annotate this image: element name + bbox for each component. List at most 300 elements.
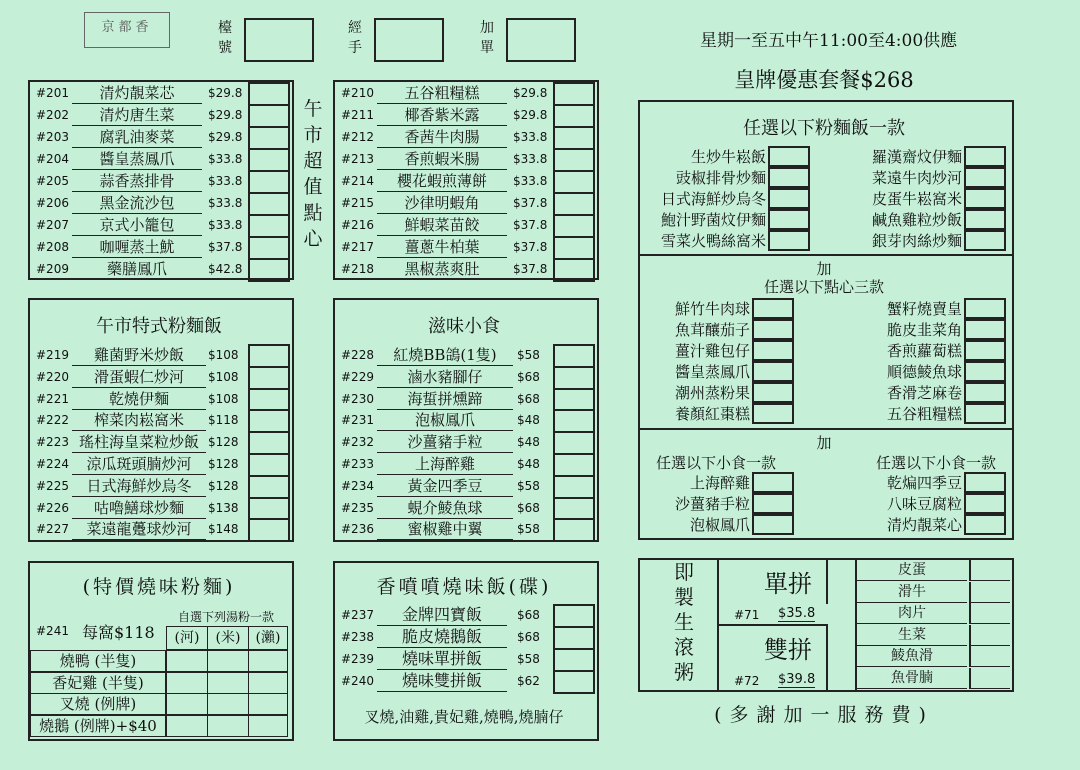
quantity-box[interactable] xyxy=(964,167,1006,188)
quantity-box[interactable] xyxy=(969,603,1010,624)
menu-item-price: $108 xyxy=(208,369,239,384)
menu-item-price: $29.8 xyxy=(513,108,548,122)
quantity-box[interactable] xyxy=(553,258,595,282)
congee-item-row xyxy=(857,646,1010,667)
table-number-field[interactable] xyxy=(244,18,314,62)
menu-item-name: 藥膳鳳爪 xyxy=(72,259,202,280)
quantity-box[interactable] xyxy=(207,693,249,715)
menu-item-row xyxy=(341,192,593,214)
quantity-box[interactable] xyxy=(166,715,208,737)
quantity-box[interactable] xyxy=(248,715,288,737)
option-row xyxy=(640,319,794,341)
menu-item-code: #204 xyxy=(36,152,69,166)
quantity-box[interactable] xyxy=(964,146,1006,167)
menu-item-name: 燒味單拼飯 xyxy=(377,649,507,670)
quantity-box[interactable] xyxy=(248,409,290,431)
quantity-box[interactable] xyxy=(964,340,1006,361)
menu-item-code: #217 xyxy=(341,240,374,254)
option-row xyxy=(836,340,1006,362)
menu-item-row xyxy=(341,518,593,540)
quantity-box[interactable] xyxy=(248,126,290,148)
menu-item-price: $58 xyxy=(517,652,540,666)
quantity-box[interactable] xyxy=(752,361,794,382)
noodles-title: 午市特式粉麵飯 xyxy=(96,316,222,337)
roast-noodle-item: 燒鴨 (半隻) xyxy=(30,650,166,672)
menu-item-price: $33.8 xyxy=(208,174,243,188)
option-label: 皮蛋牛崧窩米 xyxy=(871,190,962,208)
quantity-box[interactable] xyxy=(752,340,794,361)
menu-item-row xyxy=(341,214,593,236)
title-char: 即 xyxy=(674,560,694,584)
menu-item-price: $58 xyxy=(517,348,540,362)
menu-item-name: 海蜇拼燻蹄 xyxy=(377,389,513,410)
title-char: 滾 xyxy=(674,635,694,659)
quantity-box[interactable] xyxy=(553,388,595,410)
menu-item-row xyxy=(36,236,288,258)
menu-item-name: 鮮蝦菜苗餃 xyxy=(377,215,507,236)
option-label: 潮州蒸粉果 xyxy=(674,384,750,402)
quantity-box[interactable] xyxy=(964,514,1006,535)
quantity-box[interactable] xyxy=(166,650,208,672)
set-choose-dimsum: 任選以下點心三款 xyxy=(763,278,884,296)
menu-item-name: 黑金流沙包 xyxy=(72,193,202,214)
quantity-box[interactable] xyxy=(248,192,290,214)
option-label: 八味豆腐粒 xyxy=(886,495,962,513)
menu-item-code: #231 xyxy=(341,413,374,428)
quantity-box[interactable] xyxy=(248,518,290,542)
quantity-box[interactable] xyxy=(768,188,810,209)
menu-item-name: 蜜椒雞中翼 xyxy=(377,519,513,540)
option-row xyxy=(836,403,1006,425)
menu-item-row xyxy=(36,453,288,475)
set-divider-2 xyxy=(638,428,1012,430)
menu-item-row xyxy=(341,497,593,519)
menu-item-row xyxy=(341,126,593,148)
menu-item-code: #219 xyxy=(36,348,69,362)
menu-item-row xyxy=(36,366,288,388)
menu-item-code: #226 xyxy=(36,500,69,515)
option-label: 五谷粗糧糕 xyxy=(886,405,962,423)
menu-item-row xyxy=(36,170,288,192)
menu-item-name: 五谷粗糧糕 xyxy=(377,83,507,104)
title-char: 值 xyxy=(303,176,323,198)
menu-item-row xyxy=(341,670,593,692)
quantity-box[interactable] xyxy=(207,715,249,737)
menu-item-code: #235 xyxy=(341,500,374,515)
quantity-box[interactable] xyxy=(553,497,595,519)
quantity-box[interactable] xyxy=(248,236,290,258)
option-row xyxy=(640,403,794,425)
option-label: 羅漢齋炆伊麵 xyxy=(871,148,962,166)
menu-item-row xyxy=(36,258,288,280)
quantity-box[interactable] xyxy=(752,403,794,424)
quantity-box[interactable] xyxy=(964,230,1006,251)
menu-item-code: #230 xyxy=(341,391,374,406)
quantity-box[interactable] xyxy=(553,453,595,475)
quantity-box[interactable] xyxy=(752,319,794,340)
menu-item-code: #211 xyxy=(341,108,374,122)
menu-item-code: #202 xyxy=(36,108,69,122)
quantity-box[interactable] xyxy=(964,319,1006,340)
menu-item-code: #224 xyxy=(36,457,69,471)
quantity-box[interactable] xyxy=(248,104,290,126)
option-row xyxy=(640,298,794,320)
set-choose-snack-right: 任選以下小食一款 xyxy=(876,454,997,472)
quantity-box[interactable] xyxy=(969,625,1010,646)
menu-item-code: #209 xyxy=(36,262,69,276)
quantity-box[interactable] xyxy=(768,230,810,251)
congee-title xyxy=(672,560,696,685)
congee-item-row xyxy=(857,560,1010,581)
snacks-title: 滋味小食 xyxy=(428,316,500,337)
option-label: 生炒牛崧飯 xyxy=(690,148,766,166)
menu-item-price: $68 xyxy=(517,608,540,622)
menu-item-price: $37.8 xyxy=(513,218,548,232)
set-choose-snack-left: 任選以下小食一款 xyxy=(656,454,777,472)
option-lai-noodle[interactable]: (瀨) xyxy=(248,626,288,650)
congee-single-label: 單拼 xyxy=(764,570,812,598)
congee-divider-h xyxy=(717,624,827,626)
menu-item-name: 咖喱蒸土魷 xyxy=(72,237,202,258)
menu-item-price: $42.8 xyxy=(208,262,243,276)
menu-item-code: #232 xyxy=(341,435,374,450)
menu-item-price: $29.8 xyxy=(208,130,243,144)
menu-item-code: #233 xyxy=(341,457,374,471)
menu-item-price: $68 xyxy=(517,630,540,644)
menu-item-price: $68 xyxy=(517,369,540,384)
quantity-box[interactable] xyxy=(553,366,595,388)
option-row xyxy=(640,493,794,515)
congee-item: 魚骨腩 xyxy=(857,668,967,689)
congee-item: 鯪魚滑 xyxy=(857,646,967,667)
title-char: 生 xyxy=(674,610,694,634)
option-label: 清灼靚菜心 xyxy=(886,516,962,534)
roast-noodle-item: 燒鵝 (例牌)+$40 xyxy=(30,715,166,737)
quantity-box[interactable] xyxy=(248,82,290,104)
menu-item-price: $62 xyxy=(517,674,540,688)
roast-noodle-title: (特價燒味粉麵) xyxy=(82,576,236,598)
quantity-box[interactable] xyxy=(166,693,208,715)
menu-item-code: #220 xyxy=(36,369,69,384)
quantity-box[interactable] xyxy=(553,126,595,148)
menu-item-name: 黃金四季豆 xyxy=(377,476,513,497)
quantity-box[interactable] xyxy=(752,472,794,493)
menu-item-price: $29.8 xyxy=(208,86,243,100)
soup-noodle-choose-label: 自選下列湯粉一款 xyxy=(177,610,274,624)
menu-item-price: $108 xyxy=(208,348,239,362)
congee-double-price: $39.8 xyxy=(778,672,816,687)
set-divider-1 xyxy=(638,254,1012,256)
quantity-box[interactable] xyxy=(553,518,595,542)
quantity-box[interactable] xyxy=(553,475,595,497)
quantity-box[interactable] xyxy=(964,209,1006,230)
option-label: 沙薑豬手粒 xyxy=(674,495,750,513)
congee-double-code: #72 xyxy=(734,674,760,688)
quantity-box[interactable] xyxy=(553,236,595,258)
congee-single-price: $35.8 xyxy=(778,606,816,621)
set-add-1: 加 xyxy=(816,260,832,278)
option-row xyxy=(836,146,1006,168)
menu-item-name: 金牌四寶飯 xyxy=(377,605,507,626)
menu-item-row xyxy=(341,648,593,670)
option-row xyxy=(836,188,1006,210)
menu-item-price: $48 xyxy=(517,457,540,471)
add-order-field[interactable] xyxy=(506,18,576,62)
roast-noodle-price: 每窩$118 xyxy=(82,623,155,642)
title-char: 粥 xyxy=(674,660,694,684)
option-label: 養顏紅棗糕 xyxy=(674,405,750,423)
menu-item-name: 瑤柱海皇菜粒炒飯 xyxy=(72,432,206,453)
option-row xyxy=(836,514,1006,536)
quantity-box[interactable] xyxy=(553,104,595,126)
menu-item-row xyxy=(36,518,288,540)
menu-item-row xyxy=(341,344,593,366)
quantity-box[interactable] xyxy=(969,668,1010,689)
quantity-box[interactable] xyxy=(553,431,595,453)
menu-item-price: $29.8 xyxy=(208,108,243,122)
quantity-box[interactable] xyxy=(752,514,794,535)
menu-item-row xyxy=(36,82,288,104)
quantity-box[interactable] xyxy=(969,582,1010,603)
menu-item-name: 櫻花蝦煎薄餅 xyxy=(377,171,507,192)
quantity-box[interactable] xyxy=(207,672,249,694)
menu-item-row xyxy=(341,475,593,497)
option-label: 鹹魚雞粒炒飯 xyxy=(871,211,962,229)
quantity-box[interactable] xyxy=(553,670,595,694)
roast-noodle-row xyxy=(30,693,288,714)
quantity-box[interactable] xyxy=(248,693,288,715)
quantity-box[interactable] xyxy=(248,650,288,672)
menu-item-name: 京式小籠包 xyxy=(72,215,202,236)
option-row xyxy=(836,167,1006,189)
roast-noodle-row xyxy=(30,650,288,671)
quantity-box[interactable] xyxy=(248,475,290,497)
menu-item-code: #206 xyxy=(36,196,69,210)
menu-item-name: 椰香紫米露 xyxy=(377,105,507,126)
menu-item-code: #234 xyxy=(341,478,374,493)
quantity-box[interactable] xyxy=(964,188,1006,209)
quantity-box[interactable] xyxy=(768,209,810,230)
menu-item-price: $68 xyxy=(517,500,540,515)
quantity-box[interactable] xyxy=(964,403,1006,424)
menu-item-code: #201 xyxy=(36,86,69,100)
option-label: 鮮竹牛肉球 xyxy=(674,300,750,318)
option-label: 醬皇蒸鳳爪 xyxy=(674,363,750,381)
menu-item-code: #215 xyxy=(341,196,374,210)
service-hours: 星期一至五中午11:00至4:00供應 xyxy=(700,31,958,51)
option-row xyxy=(640,514,794,536)
option-label: 鮑汁野菌炆伊麵 xyxy=(660,211,766,229)
menu-item-row xyxy=(341,170,593,192)
option-rice-noodle[interactable]: (米) xyxy=(207,626,249,650)
option-river-noodle[interactable]: (河) xyxy=(166,626,208,650)
option-row xyxy=(836,298,1006,320)
quantity-box[interactable] xyxy=(964,472,1006,493)
menu-item-price: $37.8 xyxy=(513,262,548,276)
menu-item-price: $48 xyxy=(517,413,540,428)
quantity-box[interactable] xyxy=(964,493,1006,514)
quantity-box[interactable] xyxy=(752,382,794,403)
quantity-box[interactable] xyxy=(553,344,595,366)
option-label: 雪菜火鴨絲窩米 xyxy=(660,232,766,250)
menu-item-name: 紅燒BB鴿(1隻) xyxy=(377,345,513,366)
quantity-box[interactable] xyxy=(553,214,595,236)
quantity-box[interactable] xyxy=(248,672,288,694)
congee-single-code: #71 xyxy=(734,608,760,622)
roast-noodle-item: 香妃雞 (半隻) xyxy=(30,672,166,694)
menu-item-price: $58 xyxy=(517,522,540,537)
option-row xyxy=(836,382,1006,404)
quantity-box[interactable] xyxy=(752,298,794,319)
menu-item-row xyxy=(36,104,288,126)
menu-item-code: #216 xyxy=(341,218,374,232)
menu-item-name: 香茜牛肉腸 xyxy=(377,127,507,148)
menu-item-code: #240 xyxy=(341,674,374,688)
option-row xyxy=(836,209,1006,231)
set-add-2: 加 xyxy=(816,434,832,452)
option-row xyxy=(640,146,810,168)
option-label: 菜遠牛肉炒河 xyxy=(871,169,962,187)
dim-sum-title xyxy=(301,96,325,252)
quantity-box[interactable] xyxy=(553,82,595,104)
menu-item-code: #236 xyxy=(341,522,374,537)
quantity-box[interactable] xyxy=(553,626,595,648)
menu-item-price: $148 xyxy=(208,522,239,537)
menu-item-price: $33.8 xyxy=(513,152,548,166)
menu-item-row xyxy=(341,82,593,104)
title-char: 點 xyxy=(303,202,323,224)
menu-item-price: $128 xyxy=(208,457,239,471)
quantity-box[interactable] xyxy=(752,493,794,514)
quantity-box[interactable] xyxy=(553,648,595,670)
menu-item-row xyxy=(341,453,593,475)
quantity-box[interactable] xyxy=(553,409,595,431)
quantity-box[interactable] xyxy=(166,672,208,694)
quantity-box[interactable] xyxy=(248,431,290,453)
quantity-box[interactable] xyxy=(248,388,290,410)
congee-item: 皮蛋 xyxy=(857,560,967,581)
quantity-box[interactable] xyxy=(964,382,1006,403)
quantity-box[interactable] xyxy=(248,214,290,236)
quantity-box[interactable] xyxy=(553,192,595,214)
title-char: 市 xyxy=(303,124,323,146)
quantity-box[interactable] xyxy=(248,366,290,388)
menu-item-price: $37.8 xyxy=(208,240,243,254)
quantity-box[interactable] xyxy=(248,170,290,192)
menu-item-price: $33.8 xyxy=(513,174,548,188)
quantity-box[interactable] xyxy=(248,497,290,519)
menu-item-code: #208 xyxy=(36,240,69,254)
menu-item-code: #218 xyxy=(341,262,374,276)
handler-field[interactable] xyxy=(374,18,444,62)
option-label: 上海醉雞 xyxy=(689,474,750,492)
menu-item-code: #223 xyxy=(36,435,69,450)
option-row xyxy=(640,209,810,231)
menu-item-row xyxy=(341,366,593,388)
quantity-box[interactable] xyxy=(207,650,249,672)
quantity-box[interactable] xyxy=(248,344,290,366)
roast-rice-title: 香噴噴燒味飯(碟) xyxy=(376,576,552,598)
set-meal-choose-noodle: 任選以下粉麵飯一款 xyxy=(743,118,905,139)
option-label: 香滑芝麻卷 xyxy=(886,384,962,402)
congee-item-row xyxy=(857,668,1010,689)
menu-item-code: #227 xyxy=(36,522,69,537)
quantity-box[interactable] xyxy=(553,170,595,192)
option-label: 薑汁雞包仔 xyxy=(674,342,750,360)
menu-item-code: #203 xyxy=(36,130,69,144)
menu-item-code: #238 xyxy=(341,630,374,644)
option-row xyxy=(640,230,810,252)
menu-item-name: 清灼靚菜芯 xyxy=(72,83,202,104)
congee-item: 滑牛 xyxy=(857,582,967,603)
menu-item-row xyxy=(36,409,288,431)
option-row xyxy=(640,167,810,189)
menu-item-name: 醬皇蒸鳳爪 xyxy=(72,149,202,170)
quantity-box[interactable] xyxy=(768,167,810,188)
quantity-box[interactable] xyxy=(768,146,810,167)
quantity-box[interactable] xyxy=(248,148,290,170)
quantity-box[interactable] xyxy=(553,148,595,170)
menu-item-row xyxy=(341,236,593,258)
congee-item: 肉片 xyxy=(857,603,967,624)
handler-label: 經 手 xyxy=(348,20,362,56)
quantity-box[interactable] xyxy=(553,604,595,626)
menu-item-price: $68 xyxy=(517,391,540,406)
menu-item-name: 黑椒蒸爽肚 xyxy=(377,259,507,280)
congee-divider-v2 xyxy=(826,624,828,690)
menu-item-row xyxy=(341,431,593,453)
option-row xyxy=(640,472,794,494)
quantity-box[interactable] xyxy=(964,361,1006,382)
congee-double-label: 雙拼 xyxy=(764,636,812,664)
menu-item-name: 沙薑豬手粒 xyxy=(377,432,513,453)
menu-item-price: $118 xyxy=(208,413,239,428)
menu-item-row xyxy=(36,344,288,366)
menu-item-name: 乾燒伊麵 xyxy=(72,389,206,410)
congee-item-row xyxy=(857,582,1010,603)
menu-item-row xyxy=(341,104,593,126)
menu-item-name: 沙律明蝦角 xyxy=(377,193,507,214)
menu-item-row xyxy=(341,604,593,626)
roast-noodle-code: #241 xyxy=(36,624,69,638)
menu-item-name: 脆皮燒鵝飯 xyxy=(377,627,507,648)
quantity-box[interactable] xyxy=(964,298,1006,319)
menu-item-code: #222 xyxy=(36,413,69,428)
quantity-box[interactable] xyxy=(969,646,1010,667)
menu-item-row xyxy=(36,497,288,519)
menu-item-code: #213 xyxy=(341,152,374,166)
menu-item-row xyxy=(341,388,593,410)
menu-item-name: 雞菌野米炒飯 xyxy=(72,345,206,366)
roast-noodle-row xyxy=(30,715,288,736)
menu-item-name: 蜆介鯪魚球 xyxy=(377,498,513,519)
menu-item-row xyxy=(36,126,288,148)
menu-item-price: $108 xyxy=(208,391,239,406)
add-order-label: 加 單 xyxy=(480,20,494,56)
menu-item-code: #225 xyxy=(36,478,69,493)
option-label: 豉椒排骨炒麵 xyxy=(675,169,766,187)
menu-item-row xyxy=(341,409,593,431)
option-label: 順德鯪魚球 xyxy=(886,363,962,381)
quantity-box[interactable] xyxy=(248,258,290,282)
quantity-box[interactable] xyxy=(248,453,290,475)
quantity-box[interactable] xyxy=(969,560,1010,581)
menu-item-price: $37.8 xyxy=(513,240,548,254)
congee-divider-v3 xyxy=(826,558,828,604)
roast-noodle-item: 叉燒 (例牌) xyxy=(30,693,166,715)
menu-item-name: 蒜香蒸排骨 xyxy=(72,171,202,192)
option-row xyxy=(640,188,810,210)
